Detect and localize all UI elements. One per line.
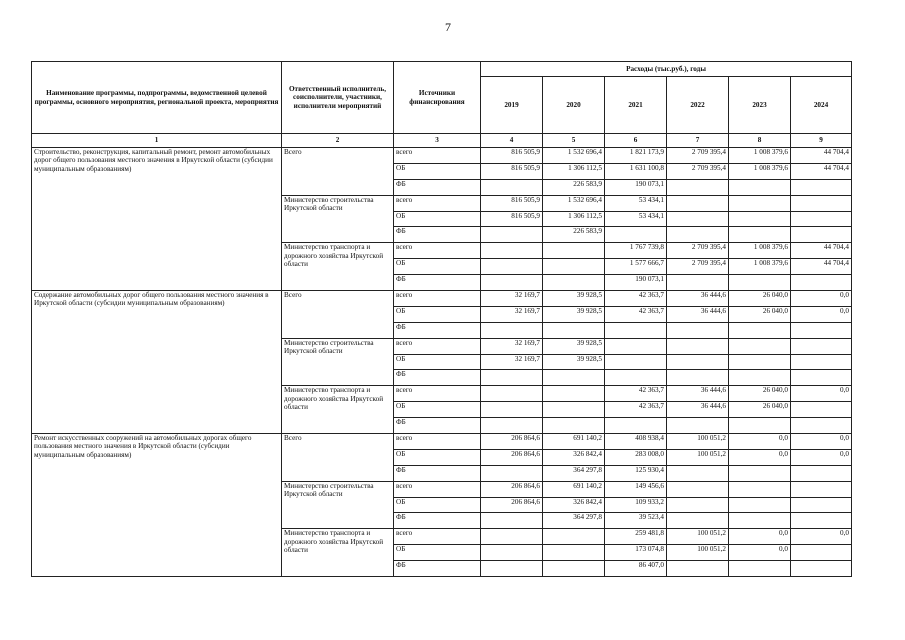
amount-cell: 691 140,2 bbox=[543, 481, 605, 497]
amount-cell bbox=[543, 370, 605, 386]
source-cell: ФБ bbox=[394, 227, 481, 243]
amount-cell: 226 583,9 bbox=[543, 227, 605, 243]
amount-cell bbox=[729, 561, 791, 577]
amount-cell bbox=[667, 195, 729, 211]
executor-cell: Министерство транспорта и дорожного хозяйства Иркутской области bbox=[282, 529, 394, 577]
table-row bbox=[32, 291, 852, 307]
header-source: Источники финансирования bbox=[394, 62, 481, 134]
amount-cell: 0,0 bbox=[791, 386, 852, 402]
header-name: Наименование программы, подпрограммы, ведомственной целевой программы, основного мероприятия, региональной проекта, мероприятия bbox=[32, 62, 282, 134]
amount-cell bbox=[481, 243, 543, 259]
amount-cell bbox=[791, 354, 852, 370]
amount-cell: 0,0 bbox=[791, 529, 852, 545]
amount-cell: 53 434,1 bbox=[605, 211, 667, 227]
executor-cell: Всего bbox=[282, 291, 394, 339]
amount-cell bbox=[667, 275, 729, 291]
executor-cell: Министерство транспорта и дорожного хозяйства Иркутской области bbox=[282, 386, 394, 434]
amount-cell: 39 928,5 bbox=[543, 338, 605, 354]
amount-cell bbox=[605, 354, 667, 370]
amount-cell: 816 505,9 bbox=[481, 211, 543, 227]
table-row bbox=[32, 148, 852, 164]
amount-cell bbox=[543, 275, 605, 291]
amount-cell bbox=[667, 322, 729, 338]
amount-cell bbox=[481, 545, 543, 561]
source-cell: всего bbox=[394, 291, 481, 307]
amount-cell: 36 444,6 bbox=[667, 386, 729, 402]
amount-cell: 2 709 395,4 bbox=[667, 259, 729, 275]
amount-cell: 44 704,4 bbox=[791, 259, 852, 275]
amount-cell bbox=[729, 227, 791, 243]
amount-cell: 816 505,9 bbox=[481, 148, 543, 164]
source-cell: всего bbox=[394, 243, 481, 259]
amount-cell: 326 842,4 bbox=[543, 497, 605, 513]
amount-cell: 42 363,7 bbox=[605, 386, 667, 402]
amount-cell bbox=[729, 211, 791, 227]
column-index: 6 bbox=[605, 134, 667, 148]
column-index: 5 bbox=[543, 134, 605, 148]
amount-cell: 259 481,8 bbox=[605, 529, 667, 545]
amount-cell bbox=[481, 370, 543, 386]
amount-cell: 1 306 112,5 bbox=[543, 211, 605, 227]
source-cell: ОБ bbox=[394, 545, 481, 561]
amount-cell bbox=[605, 370, 667, 386]
column-index: 8 bbox=[729, 134, 791, 148]
amount-cell bbox=[791, 338, 852, 354]
table-body bbox=[32, 148, 852, 577]
amount-cell bbox=[729, 370, 791, 386]
amount-cell bbox=[729, 465, 791, 481]
table-row bbox=[32, 434, 852, 450]
amount-cell: 326 842,4 bbox=[543, 449, 605, 465]
amount-cell: 283 008,0 bbox=[605, 449, 667, 465]
source-cell: ОБ bbox=[394, 354, 481, 370]
amount-cell bbox=[729, 322, 791, 338]
amount-cell bbox=[605, 322, 667, 338]
amount-cell: 39 928,5 bbox=[543, 354, 605, 370]
amount-cell bbox=[791, 179, 852, 195]
source-cell: ФБ bbox=[394, 418, 481, 434]
amount-cell: 190 073,1 bbox=[605, 179, 667, 195]
amount-cell: 691 140,2 bbox=[543, 434, 605, 450]
header-year: 2019 bbox=[481, 77, 543, 134]
amount-cell: 1 577 666,7 bbox=[605, 259, 667, 275]
source-cell: всего bbox=[394, 481, 481, 497]
amount-cell bbox=[667, 179, 729, 195]
amount-cell bbox=[729, 275, 791, 291]
amount-cell: 206 864,6 bbox=[481, 434, 543, 450]
amount-cell bbox=[605, 338, 667, 354]
amount-cell: 44 704,4 bbox=[791, 148, 852, 164]
amount-cell bbox=[481, 259, 543, 275]
column-index: 4 bbox=[481, 134, 543, 148]
amount-cell: 42 363,7 bbox=[605, 306, 667, 322]
amount-cell bbox=[481, 561, 543, 577]
header-year: 2024 bbox=[791, 77, 852, 134]
executor-cell: Министерство строительства Иркутской области bbox=[282, 338, 394, 386]
source-cell: всего bbox=[394, 195, 481, 211]
page-number: 7 bbox=[445, 20, 451, 34]
program-name-cell: Содержание автомобильных дорог общего пользования местного значения в Иркутской области (субсидии муниципальным образованиям) bbox=[32, 291, 282, 434]
amount-cell bbox=[791, 275, 852, 291]
amount-cell: 816 505,9 bbox=[481, 195, 543, 211]
amount-cell bbox=[543, 243, 605, 259]
amount-cell bbox=[481, 513, 543, 529]
amount-cell: 364 297,8 bbox=[543, 465, 605, 481]
executor-cell: Министерство транспорта и дорожного хозяйства Иркутской области bbox=[282, 243, 394, 291]
amount-cell bbox=[791, 481, 852, 497]
column-index: 3 bbox=[394, 134, 481, 148]
amount-cell: 0,0 bbox=[791, 434, 852, 450]
amount-cell: 2 709 395,4 bbox=[667, 148, 729, 164]
amount-cell bbox=[791, 497, 852, 513]
amount-cell: 173 074,8 bbox=[605, 545, 667, 561]
amount-cell: 125 930,4 bbox=[605, 465, 667, 481]
header-expenses: Расходы (тыс.руб.), годы bbox=[481, 62, 852, 77]
amount-cell: 190 073,1 bbox=[605, 275, 667, 291]
amount-cell bbox=[667, 481, 729, 497]
source-cell: ФБ bbox=[394, 179, 481, 195]
amount-cell: 1 306 112,5 bbox=[543, 163, 605, 179]
amount-cell: 206 864,6 bbox=[481, 481, 543, 497]
source-cell: ОБ bbox=[394, 163, 481, 179]
column-index: 9 bbox=[791, 134, 852, 148]
amount-cell bbox=[667, 497, 729, 513]
amount-cell bbox=[543, 402, 605, 418]
amount-cell: 26 040,0 bbox=[729, 291, 791, 307]
source-cell: всего bbox=[394, 148, 481, 164]
amount-cell: 26 040,0 bbox=[729, 306, 791, 322]
amount-cell bbox=[543, 259, 605, 275]
executor-cell: Всего bbox=[282, 434, 394, 482]
amount-cell: 42 363,7 bbox=[605, 291, 667, 307]
amount-cell bbox=[543, 529, 605, 545]
amount-cell bbox=[481, 418, 543, 434]
amount-cell bbox=[481, 179, 543, 195]
amount-cell bbox=[481, 402, 543, 418]
source-cell: ОБ bbox=[394, 497, 481, 513]
amount-cell: 42 363,7 bbox=[605, 402, 667, 418]
amount-cell bbox=[791, 227, 852, 243]
amount-cell bbox=[667, 338, 729, 354]
amount-cell bbox=[791, 195, 852, 211]
amount-cell: 408 938,4 bbox=[605, 434, 667, 450]
amount-cell bbox=[481, 227, 543, 243]
source-cell: всего bbox=[394, 529, 481, 545]
amount-cell: 36 444,6 bbox=[667, 291, 729, 307]
amount-cell: 364 297,8 bbox=[543, 513, 605, 529]
amount-cell: 36 444,6 bbox=[667, 306, 729, 322]
amount-cell: 149 456,6 bbox=[605, 481, 667, 497]
amount-cell: 44 704,4 bbox=[791, 163, 852, 179]
amount-cell bbox=[667, 354, 729, 370]
amount-cell: 39 928,5 bbox=[543, 306, 605, 322]
amount-cell: 26 040,0 bbox=[729, 386, 791, 402]
source-cell: ФБ bbox=[394, 370, 481, 386]
amount-cell bbox=[791, 418, 852, 434]
amount-cell bbox=[667, 513, 729, 529]
source-cell: всего bbox=[394, 338, 481, 354]
amount-cell: 206 864,6 bbox=[481, 449, 543, 465]
source-cell: ФБ bbox=[394, 513, 481, 529]
source-cell: всего bbox=[394, 386, 481, 402]
amount-cell: 0,0 bbox=[791, 291, 852, 307]
amount-cell bbox=[543, 545, 605, 561]
source-cell: ОБ bbox=[394, 259, 481, 275]
executor-cell: Министерство строительства Иркутской области bbox=[282, 195, 394, 243]
header-year: 2022 bbox=[667, 77, 729, 134]
amount-cell: 32 169,7 bbox=[481, 291, 543, 307]
amount-cell: 0,0 bbox=[791, 449, 852, 465]
amount-cell: 32 169,7 bbox=[481, 338, 543, 354]
amount-cell bbox=[543, 322, 605, 338]
amount-cell: 1 008 379,6 bbox=[729, 259, 791, 275]
amount-cell: 53 434,1 bbox=[605, 195, 667, 211]
amount-cell bbox=[667, 370, 729, 386]
header-year: 2020 bbox=[543, 77, 605, 134]
amount-cell: 26 040,0 bbox=[729, 402, 791, 418]
amount-cell bbox=[481, 465, 543, 481]
amount-cell bbox=[729, 418, 791, 434]
amount-cell bbox=[481, 275, 543, 291]
amount-cell: 100 051,2 bbox=[667, 449, 729, 465]
amount-cell bbox=[791, 211, 852, 227]
amount-cell: 2 709 395,4 bbox=[667, 243, 729, 259]
amount-cell: 1 008 379,6 bbox=[729, 163, 791, 179]
program-name-cell: Ремонт искусственных сооружений на автомобильных дорогах общего пользования местного значения в Иркутской области (субсидии муниципальным образованиям) bbox=[32, 434, 282, 577]
amount-cell bbox=[729, 497, 791, 513]
amount-cell bbox=[667, 211, 729, 227]
amount-cell: 86 407,0 bbox=[605, 561, 667, 577]
amount-cell bbox=[667, 227, 729, 243]
amount-cell bbox=[791, 545, 852, 561]
amount-cell bbox=[791, 513, 852, 529]
amount-cell bbox=[791, 370, 852, 386]
amount-cell bbox=[729, 195, 791, 211]
amount-cell: 0,0 bbox=[729, 529, 791, 545]
source-cell: ОБ bbox=[394, 211, 481, 227]
amount-cell: 100 051,2 bbox=[667, 545, 729, 561]
amount-cell: 1 532 696,4 bbox=[543, 148, 605, 164]
amount-cell bbox=[729, 179, 791, 195]
column-index: 1 bbox=[32, 134, 282, 148]
header-year: 2023 bbox=[729, 77, 791, 134]
amount-cell bbox=[791, 322, 852, 338]
amount-cell: 0,0 bbox=[729, 545, 791, 561]
amount-cell: 44 704,4 bbox=[791, 243, 852, 259]
executor-cell: Всего bbox=[282, 148, 394, 196]
amount-cell: 0,0 bbox=[791, 306, 852, 322]
amount-cell: 816 505,9 bbox=[481, 163, 543, 179]
amount-cell bbox=[543, 561, 605, 577]
amount-cell bbox=[543, 418, 605, 434]
amount-cell: 0,0 bbox=[729, 434, 791, 450]
amount-cell: 39 523,4 bbox=[605, 513, 667, 529]
source-cell: ФБ bbox=[394, 465, 481, 481]
amount-cell bbox=[791, 402, 852, 418]
header-executor: Ответственный исполнитель, соисполнители, участники, исполнители мероприятий bbox=[282, 62, 394, 134]
amount-cell: 1 008 379,6 bbox=[729, 148, 791, 164]
amount-cell: 100 051,2 bbox=[667, 434, 729, 450]
amount-cell: 32 169,7 bbox=[481, 354, 543, 370]
amount-cell: 2 709 395,4 bbox=[667, 163, 729, 179]
amount-cell bbox=[481, 322, 543, 338]
amount-cell: 206 864,6 bbox=[481, 497, 543, 513]
amount-cell: 0,0 bbox=[729, 449, 791, 465]
source-cell: ФБ bbox=[394, 275, 481, 291]
amount-cell bbox=[667, 465, 729, 481]
amount-cell bbox=[667, 561, 729, 577]
executor-cell: Министерство строительства Иркутской области bbox=[282, 481, 394, 529]
amount-cell: 226 583,9 bbox=[543, 179, 605, 195]
column-index: 7 bbox=[667, 134, 729, 148]
amount-cell bbox=[481, 386, 543, 402]
amount-cell: 1 631 100,8 bbox=[605, 163, 667, 179]
source-cell: ОБ bbox=[394, 306, 481, 322]
column-index: 2 bbox=[282, 134, 394, 148]
amount-cell: 32 169,7 bbox=[481, 306, 543, 322]
amount-cell: 1 532 696,4 bbox=[543, 195, 605, 211]
source-cell: ОБ bbox=[394, 449, 481, 465]
financing-table bbox=[31, 61, 852, 577]
amount-cell bbox=[605, 227, 667, 243]
amount-cell: 1 767 739,8 bbox=[605, 243, 667, 259]
source-cell: ОБ bbox=[394, 402, 481, 418]
amount-cell: 36 444,6 bbox=[667, 402, 729, 418]
amount-cell bbox=[481, 529, 543, 545]
amount-cell: 100 051,2 bbox=[667, 529, 729, 545]
amount-cell bbox=[729, 354, 791, 370]
header-year: 2021 bbox=[605, 77, 667, 134]
source-cell: ФБ bbox=[394, 322, 481, 338]
amount-cell bbox=[791, 561, 852, 577]
amount-cell: 1 008 379,6 bbox=[729, 243, 791, 259]
amount-cell bbox=[729, 513, 791, 529]
amount-cell: 109 933,2 bbox=[605, 497, 667, 513]
source-cell: всего bbox=[394, 434, 481, 450]
amount-cell: 39 928,5 bbox=[543, 291, 605, 307]
amount-cell: 1 821 173,9 bbox=[605, 148, 667, 164]
amount-cell bbox=[729, 338, 791, 354]
source-cell: ФБ bbox=[394, 561, 481, 577]
amount-cell bbox=[605, 418, 667, 434]
amount-cell bbox=[667, 418, 729, 434]
program-name-cell: Строительство, реконструкция, капитальный ремонт, ремонт автомобильных дорог общего пользования местного значения в Иркутской области (субсидии муниципальным образованиям) bbox=[32, 148, 282, 291]
amount-cell bbox=[729, 481, 791, 497]
amount-cell bbox=[791, 465, 852, 481]
amount-cell bbox=[543, 386, 605, 402]
